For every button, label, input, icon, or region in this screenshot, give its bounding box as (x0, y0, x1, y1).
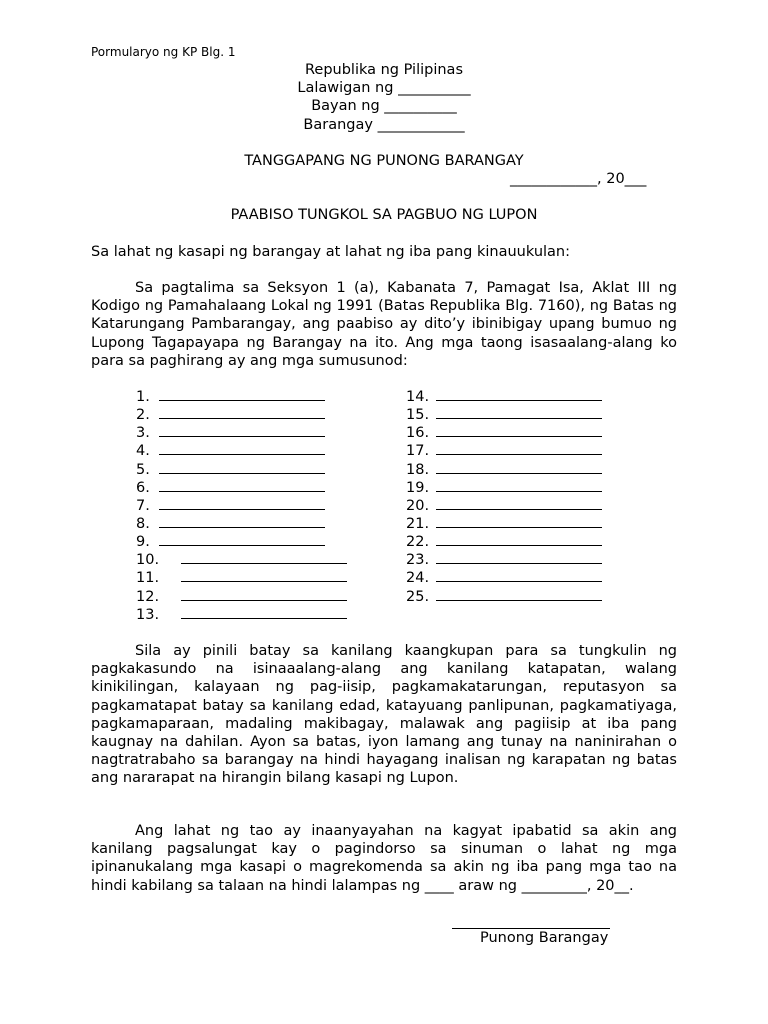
nominee-blank-line (159, 441, 325, 455)
nominee-blank-line (159, 405, 325, 419)
nominee-blank-line (159, 423, 325, 437)
nominee-row (136, 478, 347, 496)
nominee-number: 11. (136, 570, 160, 587)
header-municipality: Bayan ng __________ (311, 98, 457, 114)
nominee-number: 7. (136, 497, 150, 514)
nominee-number: 16. (406, 425, 430, 442)
nominee-blank-line (181, 550, 347, 564)
document-title: PAABISO TUNGKOL SA PAGBUO NG LUPON (230, 207, 538, 223)
nominee-row (136, 587, 347, 605)
nominee-row (406, 478, 602, 496)
nominee-row (406, 460, 602, 478)
nominee-blank-line (159, 514, 325, 528)
nominee-number: 9. (136, 534, 150, 551)
nominee-number: 3. (136, 425, 150, 442)
office-heading: TANGGAPANG NG PUNONG BARANGAY (244, 153, 524, 169)
date-line: ____________, 20___ (510, 171, 647, 187)
nominee-blank-line (436, 514, 602, 528)
nominee-blank-line (436, 460, 602, 474)
nominee-number: 21. (406, 515, 430, 532)
nominee-number: 19. (406, 479, 430, 496)
nominee-number: 15. (406, 407, 430, 424)
nominee-blank-line (436, 478, 602, 492)
nominee-number: 5. (136, 461, 150, 478)
nominee-number: 23. (406, 552, 430, 569)
nominee-row (136, 405, 347, 423)
nominee-row (406, 550, 602, 568)
salutation: Sa lahat ng kasapi ng barangay at lahat ng iba pang kinauukulan: (91, 244, 571, 260)
nominee-number: 24. (406, 570, 430, 587)
nominee-row (136, 441, 347, 459)
nominee-blank-line (436, 532, 602, 546)
nominee-blank-line (436, 405, 602, 419)
nominee-number: 1. (136, 389, 150, 405)
nominee-blank-line (436, 496, 602, 510)
nominee-number: 8. (136, 515, 150, 532)
nominee-blank-line (436, 568, 602, 582)
nominee-row (136, 514, 347, 532)
nominee-blank-line (436, 550, 602, 564)
nominee-row (406, 441, 602, 459)
nominee-number: 13. (136, 606, 160, 623)
nominee-row (406, 387, 602, 405)
signatory-title: Punong Barangay (480, 930, 609, 946)
paragraph-invitation: Ang lahat ng tao ay inaanyayahan na kagyat ipabatid sa akin ang kanilang pagsalungat kay o pagindorso sa sinuman o lahat ng mga ipinanukalang mga kasapi o magrekomenda sa akin ng iba pang mga tao na hindi kabilang sa talaan na hindi lalampas ng ____ araw ng _________, 20__. (91, 823, 677, 894)
nominee-blank-line (436, 441, 602, 455)
nominee-row (136, 605, 347, 623)
header-republic: Republika ng Pilipinas (304, 62, 463, 78)
nominee-row (406, 514, 602, 532)
nominee-row (406, 532, 602, 550)
nominee-row (136, 550, 347, 568)
nominee-number: 12. (136, 588, 160, 605)
nominee-blank-line (181, 605, 347, 619)
nominee-number: 25. (406, 588, 430, 605)
nominee-number: 22. (406, 534, 430, 551)
nominee-row (406, 496, 602, 514)
nominee-number: 2. (136, 407, 150, 424)
paragraph-criteria: Sila ay pinili batay sa kanilang kaangkupan para sa tungkulin ng pagkakasundo na isinaaalang-alang ang kanilang katapatan, walang kinikilingan, kalayaan ng pag-iisip, pagkamakatarungan, reputasyon sa pagkamatapat batay sa kanilang edad, katayuang panlipunan, pagkamatiyaga, pagkamaparaan, madaling makibagay, malawak ang pagiisip at iba pang kaugnay na dahilan. Ayon sa batas, iyon lamang ang tunay na naninirahan o nagtratrabaho sa barangay na hindi hayagang inalisan ng karapatan ng batas ang nararapat na hirangin bilang kasapi ng Lupon. (91, 643, 677, 787)
nominee-list-right (406, 387, 602, 605)
nominee-row (136, 423, 347, 441)
nominee-blank-line (181, 587, 347, 601)
nominee-number: 4. (136, 443, 150, 460)
nominee-row (406, 568, 602, 586)
nominee-blank-line (436, 387, 602, 401)
nominee-number: 10. (136, 552, 160, 569)
nominee-row (136, 568, 347, 586)
nominee-number: 6. (136, 479, 150, 496)
nominee-blank-line (159, 478, 325, 492)
nominee-blank-line (159, 387, 325, 401)
nominee-blank-line (436, 587, 602, 601)
nominee-blank-line (181, 568, 347, 582)
nominee-blank-line (159, 460, 325, 474)
nominee-blank-line (159, 496, 325, 510)
signature-line (452, 928, 610, 929)
header-barangay: Barangay ____________ (303, 117, 465, 133)
nominee-row (136, 532, 347, 550)
nominee-blank-line (159, 532, 325, 546)
nominee-row (136, 496, 347, 514)
nominee-number: 18. (406, 461, 430, 478)
paragraph-intro: Sa pagtalima sa Seksyon 1 (a), Kabanata 7, Pamagat Isa, Aklat III ng Kodigo ng Pamahalaang Lokal ng 1991 (Batas Republika Blg. 7160), ng Batas ng Katarungang Pambarangay, ang paabiso ay dito’y ibinibigay upang bumuo ng Lupong Tagapayapa ng Barangay na ito. Ang mga taong isasaalang-alang ko para sa paghirang ay ang mga sumusunod: (91, 280, 677, 369)
nominee-row (406, 423, 602, 441)
nominee-number: 14. (406, 389, 430, 405)
form-number: Pormularyo ng KP Blg. 1 (91, 45, 236, 59)
nominee-number: 20. (406, 497, 430, 514)
header-province: Lalawigan ng __________ (297, 80, 471, 96)
nominee-number: 17. (406, 443, 430, 460)
nominee-list-left (136, 387, 347, 623)
nominee-row (136, 460, 347, 478)
nominee-row (136, 387, 347, 405)
nominee-row (406, 587, 602, 605)
nominee-row (406, 405, 602, 423)
nominee-blank-line (436, 423, 602, 437)
